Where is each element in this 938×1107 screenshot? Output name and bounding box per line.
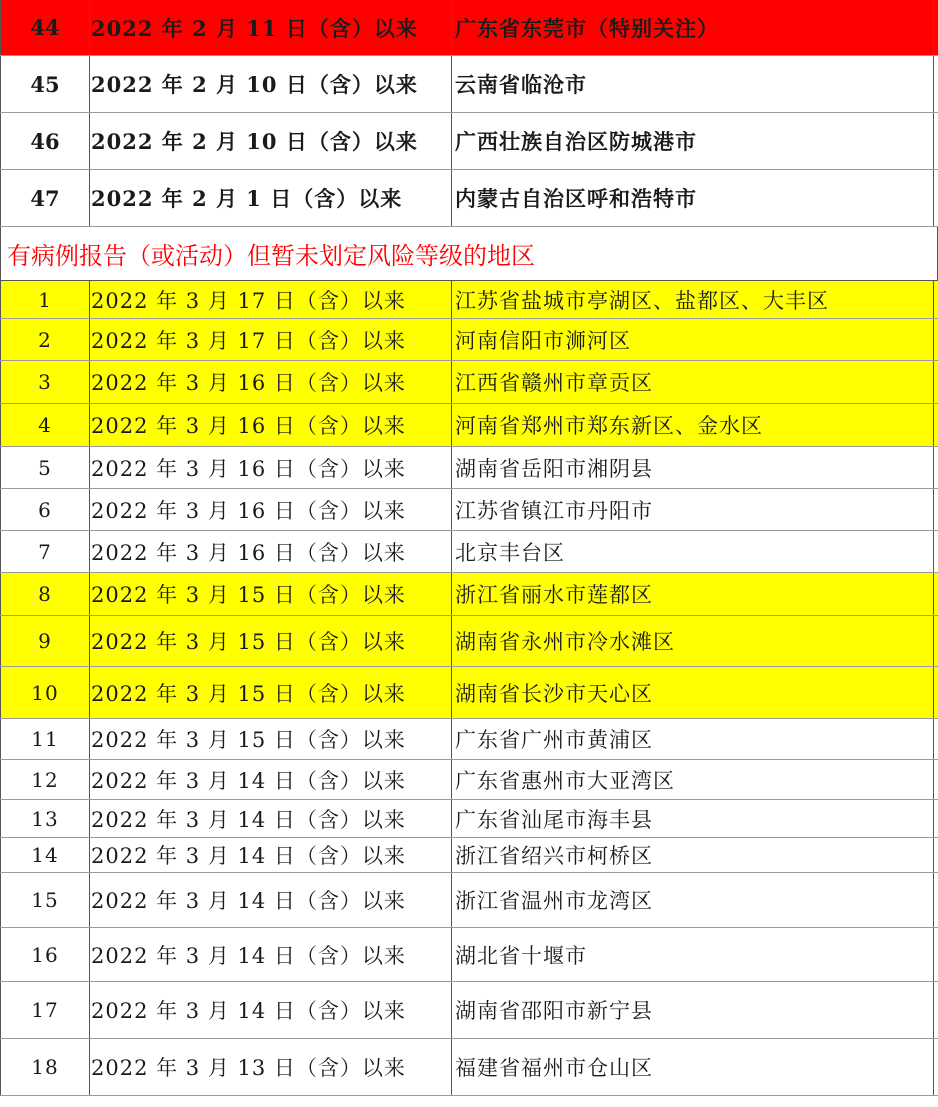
row-number-cell: 14 (0, 838, 90, 872)
row-number-cell: 9 (0, 616, 90, 666)
row-number-cell: 10 (0, 667, 90, 718)
row-number-cell: 16 (0, 928, 90, 981)
area-cell: 河南信阳市浉河区 (452, 319, 934, 360)
table-row (0, 573, 938, 616)
table-row (0, 616, 938, 667)
row-number-cell: 15 (0, 873, 90, 927)
date-cell: 2022 年 2 月 10 日（含）以来 (90, 56, 452, 112)
row-number-cell: 7 (0, 531, 90, 572)
table-row (0, 800, 938, 838)
date-cell: 2022 年 3 月 14 日（含）以来 (90, 800, 452, 837)
row-number-cell: 13 (0, 800, 90, 837)
area-cell: 广西壮族自治区防城港市 (452, 113, 934, 169)
row-number-cell: 18 (0, 1039, 90, 1095)
section-title: 有病例报告（或活动）但暂未划定风险等级的地区 (0, 227, 938, 281)
date-cell: 2022 年 3 月 16 日（含）以来 (90, 404, 452, 446)
row-number-cell: 45 (0, 56, 90, 112)
area-cell: 广东省汕尾市海丰县 (452, 800, 934, 837)
top-rows (0, 0, 938, 227)
date-cell: 2022 年 3 月 14 日（含）以来 (90, 928, 452, 981)
date-cell: 2022 年 3 月 14 日（含）以来 (90, 838, 452, 872)
date-cell: 2022 年 2 月 10 日（含）以来 (90, 113, 452, 169)
table-row (0, 982, 938, 1039)
table-row (0, 667, 938, 719)
date-cell: 2022 年 3 月 17 日（含）以来 (90, 319, 452, 360)
date-cell: 2022 年 3 月 14 日（含）以来 (90, 982, 452, 1038)
date-cell: 2022 年 3 月 15 日（含）以来 (90, 719, 452, 759)
date-cell: 2022 年 3 月 16 日（含）以来 (90, 531, 452, 572)
table-row (0, 281, 938, 319)
row-number-cell: 2 (0, 319, 90, 360)
row-number-cell: 3 (0, 361, 90, 403)
table-row (0, 760, 938, 800)
area-cell: 浙江省丽水市莲都区 (452, 573, 934, 615)
area-cell: 内蒙古自治区呼和浩特市 (452, 170, 934, 226)
table-row (0, 56, 938, 113)
row-number-cell: 47 (0, 170, 90, 226)
area-cell: 广东省广州市黄浦区 (452, 719, 934, 759)
date-cell: 2022 年 2 月 11 日（含）以来 (90, 0, 452, 55)
table-row (0, 319, 938, 361)
area-cell: 湖南省邵阳市新宁县 (452, 982, 934, 1038)
row-number-cell: 4 (0, 404, 90, 446)
date-cell: 2022 年 3 月 15 日（含）以来 (90, 616, 452, 666)
row-number-cell: 8 (0, 573, 90, 615)
area-cell: 湖南省长沙市天心区 (452, 667, 934, 718)
row-number-cell: 6 (0, 489, 90, 530)
table-row (0, 838, 938, 873)
table-row (0, 531, 938, 573)
area-cell: 福建省福州市仓山区 (452, 1039, 934, 1095)
sub-rows (0, 281, 938, 1096)
area-cell: 广东省东莞市（特别关注） (452, 0, 934, 55)
row-number-cell: 5 (0, 447, 90, 488)
table-row (0, 0, 938, 56)
row-number-cell: 12 (0, 760, 90, 799)
area-cell: 湖南省岳阳市湘阴县 (452, 447, 934, 488)
date-cell: 2022 年 2 月 1 日（含）以来 (90, 170, 452, 226)
table-row (0, 719, 938, 760)
date-cell: 2022 年 3 月 16 日（含）以来 (90, 447, 452, 488)
table-row (0, 447, 938, 489)
area-cell: 河南省郑州市郑东新区、金水区 (452, 404, 934, 446)
area-cell: 云南省临沧市 (452, 56, 934, 112)
row-number-cell: 46 (0, 113, 90, 169)
date-cell: 2022 年 3 月 15 日（含）以来 (90, 573, 452, 615)
area-cell: 江苏省盐城市亭湖区、盐都区、大丰区 (452, 281, 934, 318)
table-row (0, 489, 938, 531)
date-cell: 2022 年 3 月 14 日（含）以来 (90, 760, 452, 799)
area-cell: 广东省惠州市大亚湾区 (452, 760, 934, 799)
row-number-cell: 17 (0, 982, 90, 1038)
area-cell: 江苏省镇江市丹阳市 (452, 489, 934, 530)
row-number-cell: 1 (0, 281, 90, 318)
date-cell: 2022 年 3 月 17 日（含）以来 (90, 281, 452, 318)
table-row (0, 170, 938, 227)
date-cell: 2022 年 3 月 14 日（含）以来 (90, 873, 452, 927)
area-cell: 浙江省温州市龙湾区 (452, 873, 934, 927)
date-cell: 2022 年 3 月 16 日（含）以来 (90, 361, 452, 403)
table-row (0, 928, 938, 982)
row-number-cell: 44 (0, 0, 90, 55)
row-number-cell: 11 (0, 719, 90, 759)
date-cell: 2022 年 3 月 16 日（含）以来 (90, 489, 452, 530)
table-row (0, 1039, 938, 1096)
area-cell: 湖南省永州市冷水滩区 (452, 616, 934, 666)
table-row (0, 404, 938, 447)
area-cell: 北京丰台区 (452, 531, 934, 572)
date-cell: 2022 年 3 月 13 日（含）以来 (90, 1039, 452, 1095)
date-cell: 2022 年 3 月 15 日（含）以来 (90, 667, 452, 718)
table-row (0, 873, 938, 928)
area-cell: 湖北省十堰市 (452, 928, 934, 981)
area-cell: 浙江省绍兴市柯桥区 (452, 838, 934, 872)
area-cell: 江西省赣州市章贡区 (452, 361, 934, 403)
table-row (0, 361, 938, 404)
table-row (0, 113, 938, 170)
